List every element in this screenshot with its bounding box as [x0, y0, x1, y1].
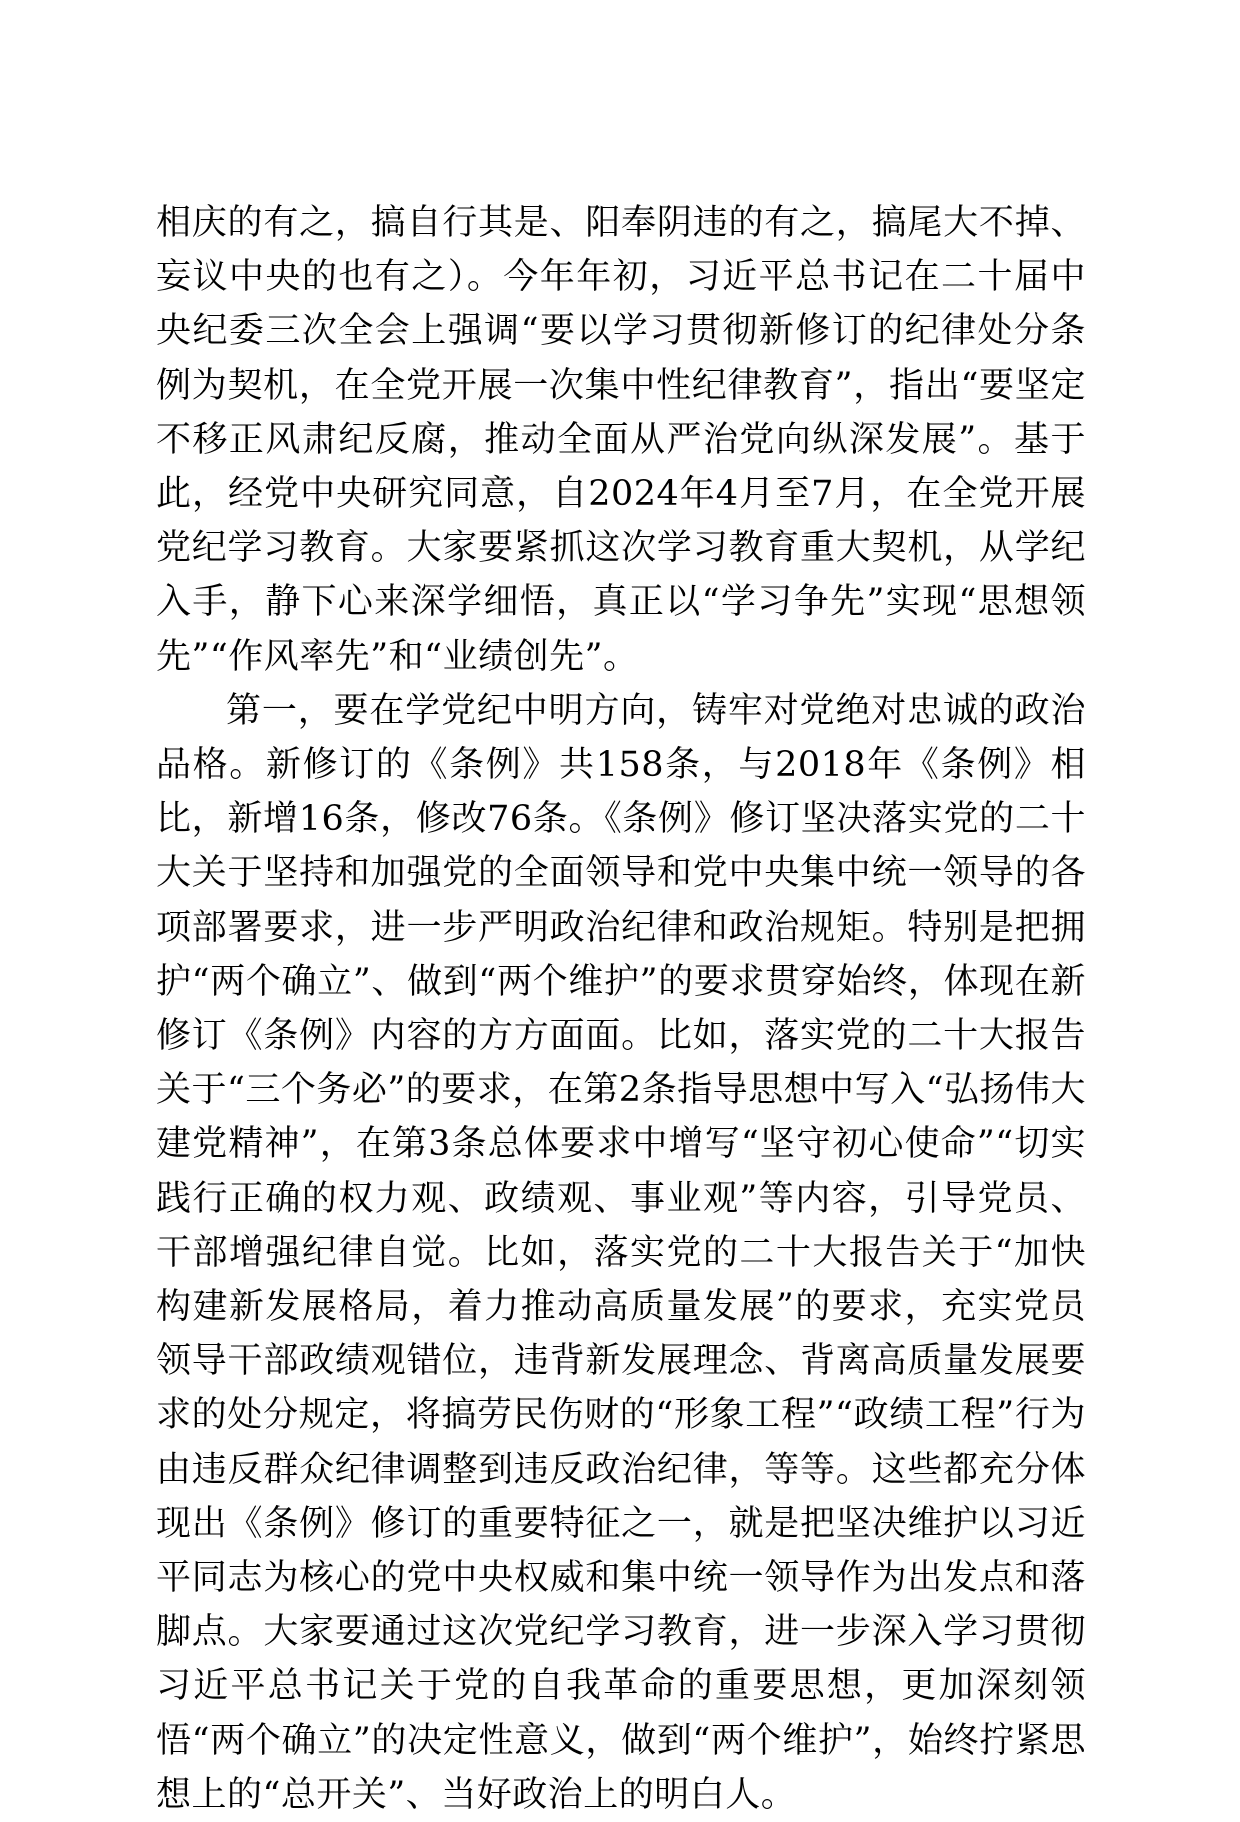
paragraph-first-point: 第一，要在学党纪中明方向，铸牢对党绝对忠诚的政治品格。新修订的《条例》共158条，与2018年《条例》相比，新增16条，修改76条。《条例》修订坚决落实党的二十大关于坚持和加强党的全面领导和党中央集中统一领导的各项部署要求，进一步严明政治纪律和政治规矩。特别是把拥护“两个确立”、做到“两个维护”的要求贯穿始终，体现在新修订《条例》内容的方方面面。比如，落实党的二十大报告关于“三个务必”的要求，在第2条指导思想中写入“弘扬伟大建党精神”，在第3条总体要求中增写“坚守初心使命”“切实践行正确的权力观、政绩观、事业观”等内容，引导党员、干部增强纪律自觉。比如，落实党的二十大报告关于“加快构建新发展格局，着力推动高质量发展”的要求，充实党员领导干部政绩观错位，违背新发展理念、背离高质量发展要求的处分规定，将搞劳民伤财的“形象工程”“政绩工程”行为由违反群众纪律调整到违反政治纪律，等等。这些都充分体现出《条例》修订的重要特征之一，就是把坚决维护以习近平同志为核心的党中央权威和集中统一领导作为出发点和落脚点。大家要通过这次党纪学习教育，进一步深入学习贯彻习近平总书记关于党的自我革命的重要思想，更加深刻领悟“两个确立”的决定性意义，做到“两个维护”，始终拧紧思想上的“总开关”、当好政治上的明白人。 [156, 690, 1086, 1815]
paragraph-continuation: 相庆的有之，搞自行其是、阳奉阴违的有之，搞尾大不掉、妄议中央的也有之）。今年年初，习近平总书记在二十届中央纪委三次全会上强调“要以学习贯彻新修订的纪律处分条例为契机，在全党开展一次集中性纪律教育”，指出“要坚定不移正风肃纪反腐，推动全面从严治党向纵深发展”。基于此，经党中央研究同意，自2024年4月至7月，在全党开展党纪学习教育。大家要紧抓这次学习教育重大契机，从学纪入手，静下心来深学细悟，真正以“学习争先”实现“思想领先”“作风率先”和“业绩创先”。 [156, 203, 1086, 677]
document-body [156, 196, 1086, 1822]
